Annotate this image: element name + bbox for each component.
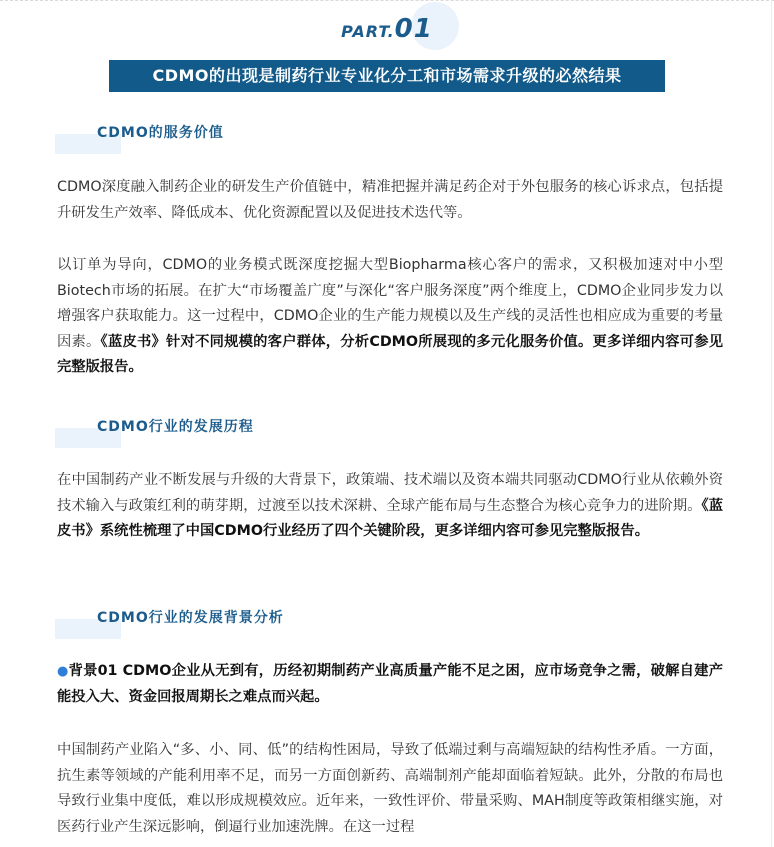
- paragraph: [57, 468, 723, 545]
- paragraph-text: CDMO深度融入制药企业的研发生产价值链中，精准把握并满足药企对于外包服务的核心诉求点，包括提升研发生产效率、降低成本、优化资源配置以及促进技术迭代等。: [57, 179, 723, 221]
- part-number: 01: [394, 14, 433, 44]
- part-header: [0, 14, 774, 44]
- paragraph: [57, 738, 723, 840]
- paragraph-bold: 《蓝皮书》系统性梳理了中国CDMO行业经历了四个关键阶段，更多详细内容可参见完整版报告。: [57, 497, 724, 539]
- bullet-dot-icon: ●: [57, 664, 69, 679]
- paragraph: [57, 253, 723, 381]
- paragraph: [57, 175, 723, 226]
- part-label: [341, 14, 433, 44]
- bullet-paragraph: [57, 659, 723, 710]
- right-border: [771, 0, 772, 847]
- paragraph-text: 在中国制药产业不断发展与升级的大背景下，政策端、技术端以及资本端共同驱动CDMO行业从依赖外资技术输入与政策红利的萌芽期，过渡至以技术深耕、全球产能布局与生态整合为核心竞争力的进阶期。: [57, 472, 723, 514]
- section-title: CDMO的服务价值: [97, 125, 224, 141]
- paragraph-text: 中国制药产业陷入“多、小、同、低”的结构性困局，导致了低端过剩与高端短缺的结构性矛盾。一方面，抗生素等领域的产能利用率不足，而另一方面创新药、高端制剂产能却面临着短缺。此外，分散的布局也导致行业集中度低，难以形成规模效应。近年来，一致性评价、带量采购、MAH制度等政策相继实施，对医药行业产生深远影响，倒逼行业加速洗牌。在这一过程: [57, 742, 723, 835]
- top-divider: [0, 0, 774, 1]
- section-title: CDMO行业的发展历程: [97, 419, 254, 435]
- part-prefix: PART.: [341, 22, 395, 41]
- paragraph-text: 以订单为导向，CDMO的业务模式既深度挖掘大型Biopharma核心客户的需求，又积极加速对中小型Biotech市场的拓展。在扩大“市场覆盖广度”与深化“客户服务深度”两个维度上，CDMO企业同步发力以增强客户获取能力。这一过程中，CDMO企业的生产能力规模以及生产线的灵活性也相应成为重要的考量因素。: [57, 257, 723, 350]
- section-title: CDMO行业的发展背景分析: [97, 610, 284, 626]
- chapter-banner: CDMO的出现是制药行业专业化分工和市场需求升级的必然结果: [109, 60, 665, 92]
- bullet-text: 背景01 CDMO企业从无到有，历经初期制药产业高质量产能不足之困，应市场竞争之需，破解自建产能投入大、资金回报周期长之难点而兴起。: [57, 663, 724, 705]
- paragraph-bold: 《蓝皮书》针对不同规模的客户群体，分析CDMO所展现的多元化服务价值。更多详细内容可参见完整版报告。: [57, 333, 724, 375]
